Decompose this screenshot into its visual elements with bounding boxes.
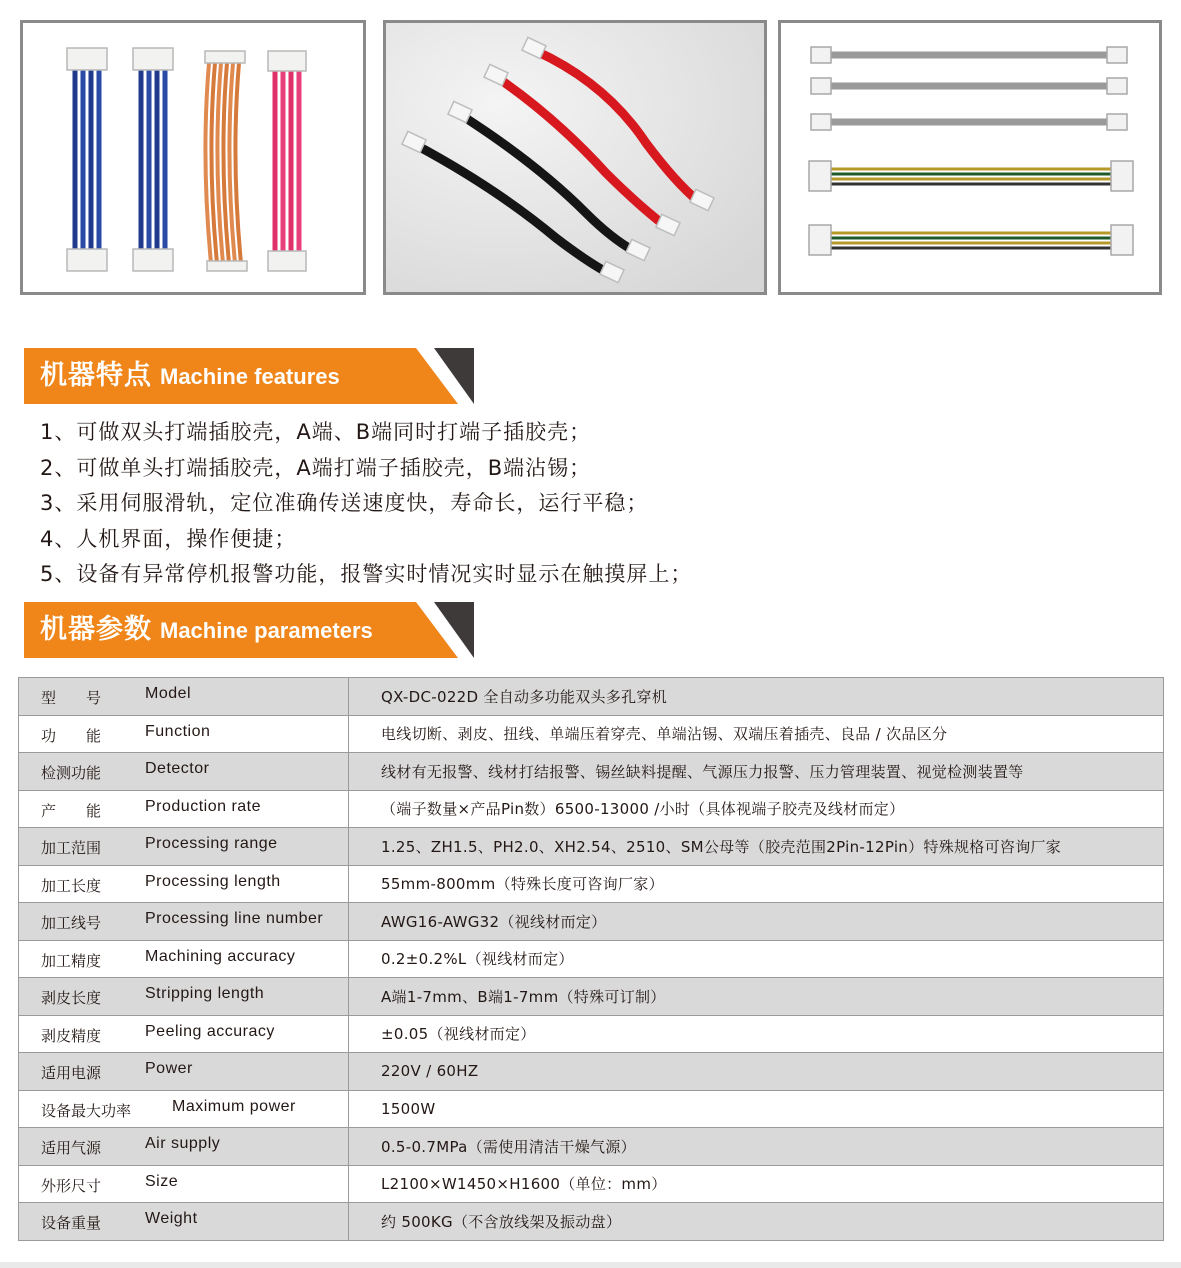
- param-label-cn: 适用气源: [41, 1139, 102, 1157]
- param-label-en: Detector: [145, 760, 210, 777]
- cable-illustration-red-black: [386, 23, 764, 292]
- param-label-cn: 适用电源: [41, 1064, 102, 1082]
- param-label-cn: 加工长度: [41, 876, 102, 895]
- param-value: QX-DC-022D 全自动多功能双头多孔穿机: [349, 678, 1164, 716]
- cable-illustration-blue-orange-pink: [23, 23, 363, 292]
- features-heading: [24, 348, 474, 404]
- product-photo-1: [20, 20, 366, 295]
- feature-item: 4、人机界面，操作便捷；: [40, 526, 297, 551]
- product-photo-3: [778, 20, 1162, 295]
- table-row: [19, 903, 1164, 941]
- table-row: [19, 678, 1164, 716]
- features-title-cn: 机器特点: [40, 360, 152, 391]
- feature-item: 2、可做单头打端插胶壳，A端打端子插胶壳，B端沾锡；: [40, 455, 592, 480]
- table-row: [19, 865, 1164, 903]
- param-value: L2100×W1450×H1600（单位：mm）: [349, 1165, 1164, 1203]
- param-label-en: Processing range: [145, 835, 278, 852]
- table-row: [19, 978, 1164, 1016]
- table-row: [19, 1165, 1164, 1203]
- param-label-en: Maximum power: [172, 1097, 296, 1115]
- param-value: 约 500KG（不含放线架及振动盘）: [349, 1203, 1164, 1241]
- table-row: [19, 1203, 1164, 1241]
- param-label-cn: 剥皮精度: [41, 1026, 102, 1045]
- param-label-cn: 型 号: [41, 689, 102, 707]
- param-value: 1.25、ZH1.5、PH2.0、XH2.54、2510、SM公母等（胶壳范围2Pin-12Pin）特殊规格可咨询厂家: [349, 828, 1164, 866]
- param-value: 220V / 60HZ: [349, 1053, 1164, 1091]
- param-label-en: Machining accuracy: [145, 947, 296, 965]
- param-value: 线材有无报警、线材打结报警、锡丝缺料提醒、气源压力报警、压力管理装置、视觉检测装置等: [349, 753, 1164, 791]
- table-row: [19, 1015, 1164, 1053]
- param-label-cn: 加工范围: [41, 839, 102, 857]
- bottom-divider: [0, 1262, 1181, 1268]
- param-value: 0.5-0.7MPa（需使用清洁干燥气源）: [349, 1128, 1164, 1166]
- param-label-en: Air supply: [145, 1135, 221, 1152]
- param-value: A端1-7mm、B端1-7mm（特殊可订制）: [349, 978, 1164, 1016]
- features-list: [40, 415, 692, 593]
- param-label-en: Processing length: [145, 872, 281, 890]
- param-value: 1500W: [349, 1090, 1164, 1128]
- param-label-en: Weight: [145, 1210, 198, 1227]
- product-photo-2: [383, 20, 767, 295]
- param-value: ±0.05（视线材而定）: [349, 1015, 1164, 1053]
- param-label-en: Function: [145, 722, 211, 740]
- param-label-cn: 加工线号: [41, 914, 102, 932]
- cable-illustration-gray-multicolor: [781, 23, 1159, 292]
- table-row: [19, 715, 1164, 753]
- table-row: [19, 790, 1164, 828]
- param-label-cn: 产 能: [41, 801, 102, 820]
- param-label-cn: 设备最大功率: [41, 1101, 132, 1120]
- feature-item: 5、设备有异常停机报警功能，报警实时情况实时显示在触摸屏上；: [40, 562, 693, 586]
- param-label-en: Power: [145, 1060, 193, 1077]
- param-value: 电线切断、剥皮、扭线、单端压着穿壳、单端沾锡、双端压着插壳、良品 / 次品区分: [349, 715, 1164, 753]
- table-row: [19, 940, 1164, 978]
- param-label-en: Processing line number: [145, 910, 324, 927]
- param-label-en: Production rate: [145, 797, 262, 815]
- param-label-cn: 设备重量: [41, 1214, 102, 1232]
- param-label-cn: 剥皮长度: [41, 989, 102, 1007]
- param-label-cn: 检测功能: [41, 764, 102, 782]
- feature-item: 3、采用伺服滑轨，定位准确传送速度快，寿命长，运行平稳；: [40, 491, 649, 515]
- feature-item: 1、可做双头打端插胶壳，A端、B端同时打端子插胶壳；: [40, 420, 592, 444]
- param-value: 55mm-800mm（特殊长度可咨询厂家）: [349, 865, 1164, 903]
- param-label-en: Stripping length: [145, 985, 265, 1002]
- param-label-en: Size: [145, 1172, 179, 1190]
- param-value: 0.2±0.2%L（视线材而定）: [349, 940, 1164, 978]
- features-title-en: Machine features: [160, 364, 340, 389]
- table-row: [19, 753, 1164, 791]
- table-row: [19, 1090, 1164, 1128]
- param-label-cn: 外形尺寸: [41, 1176, 102, 1195]
- table-row: [19, 1053, 1164, 1091]
- parameters-table: [18, 677, 1164, 1241]
- param-label-cn: 加工精度: [41, 951, 102, 970]
- param-label-cn: 功 能: [41, 726, 102, 745]
- table-row: [19, 828, 1164, 866]
- param-label-en: Peeling accuracy: [145, 1022, 275, 1040]
- param-label-en: Model: [145, 685, 192, 702]
- parameters-title-cn: 机器参数: [40, 614, 152, 645]
- param-value: AWG16-AWG32（视线材而定）: [349, 903, 1164, 941]
- parameters-heading: [24, 602, 474, 658]
- param-value: （端子数量×产品Pin数）6500-13000 /小时（具体视端子胶壳及线材而定）: [349, 790, 1164, 828]
- parameters-title-en: Machine parameters: [160, 618, 373, 643]
- table-row: [19, 1128, 1164, 1166]
